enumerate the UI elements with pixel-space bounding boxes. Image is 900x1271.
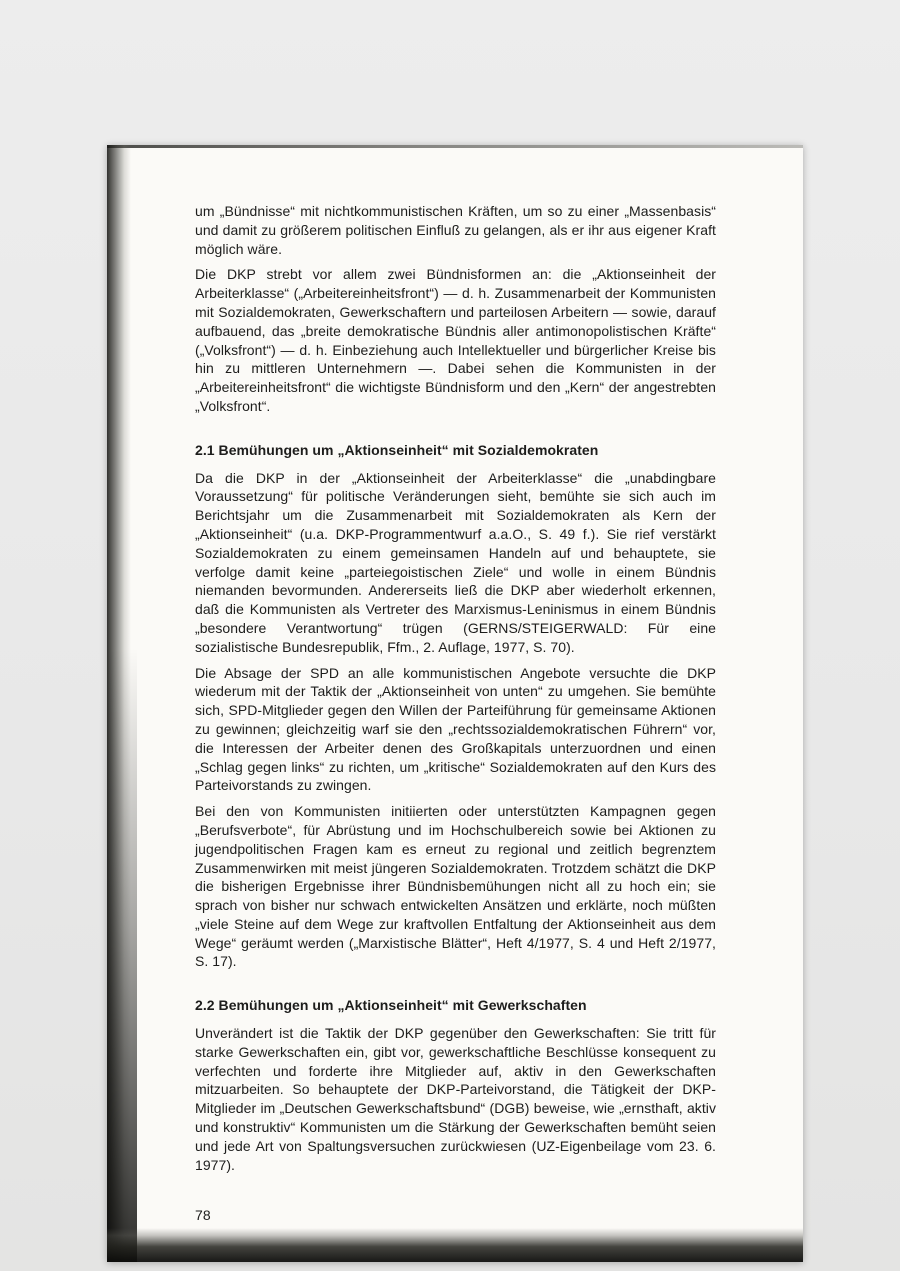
left-binding-shadow-lower	[107, 648, 137, 1262]
intro-paragraph-1: um „Bündnisse“ mit nichtkommunistischen Kräften, um so zu einer „Massenbasis“ und damit zu größerem politischen Einfluß zu gelangen, als er ihr aus eigener Kraft möglich wäre.	[195, 203, 716, 257]
section-2-1-paragraph-1: Da die DKP in der „Aktionseinheit der Arbeiterklasse“ die „unabdingbare Voraussetzung“ für politische Veränderungen sieht, bemühte sie sich auch im Berichtsjahr um die Zusammenarbeit mit Sozialdemokraten als Kern der „Aktionseinheit“ (u.a. DKP-Programmentwurf a.a.O., S. 49 f.). Sie rief verstärkt Sozialdemokraten zu einem gemeinsamen Handeln auf und behauptete, sie verfolge damit keine „parteiegoistischen Ziele“ und wolle in einem Bündnis niemanden bevormunden. Andererseits ließ die DKP aber wiederholt erkennen, daß die Kommunisten als Vertreter des Marxismus-Leninismus in einem Bündnis „besondere Verantwortung“ trügen (GERNS/STEIGERWALD: Für eine sozialistische Bundesrepublik, Ffm., 2. Auflage, 1977, S. 70).	[195, 469, 716, 655]
section-2-1-paragraph-3: Bei den von Kommunisten initiierten oder unterstützten Kampagnen gegen „Berufsverbote“, für Abrüstung und im Hochschulbereich sowie bei Aktionen zu jugendpolitischen Fragen kam es erneut zu regional und zeitlich begrenztem Zusammenwirken mit meist jüngeren Sozialdemokraten. Trotzdem schätzt die DKP die bisherigen Ergebnisse ihrer Bündnisbemühungen nicht all zu hoch ein; sie sprach von bisher nur schwach entwickelten Ansätzen und erklärte, noch müßten „viele Steine auf dem Wege zur kraftvollen Entfaltung der Aktionseinheit aus dem Wege“ geräumt werden („Marxistische Blätter“, Heft 4/1977, S. 4 und Heft 2/1977, S. 17).	[195, 803, 716, 970]
page-bottom-scan-edge	[107, 1228, 803, 1262]
text-block	[195, 202, 716, 1225]
page-number: 78	[195, 1207, 211, 1224]
section-2-2-paragraph-1: Unverändert ist die Taktik der DKP gegenüber den Gewerkschaften: Sie tritt für starke Gewerkschaften ein, gibt vor, gewerkschaftliche Beschlüsse konsequent zu verfechten und forderte ihre Mitglieder auf, aktiv in den Gewerkschaften mitzuarbeiten. So behauptete der DKP-Parteivorstand, die Tätigkeit der DKP-Mitglieder im „Deutschen Gewerkschaftsbund“ (DGB) beweise, wie „ernsthaft, aktiv und konstruktiv“ Kommunisten um die Stärkung der Gewerkschaften bemüht seien und jede Art von Spaltungsversuchen zurückwiesen (UZ-Eigenbeilage vom 23. 6. 1977).	[195, 1025, 716, 1173]
page-top-scan-edge	[107, 145, 803, 148]
section-heading-2-1: 2.1 Bemühungen um „Aktionseinheit“ mit Sozialdemokraten	[195, 441, 599, 458]
document-page	[107, 145, 803, 1262]
section-heading-2-2: 2.2 Bemühungen um „Aktionseinheit“ mit Gewerkschaften	[195, 997, 587, 1014]
section-2-1-paragraph-2: Die Absage der SPD an alle kommunistischen Angebote versuchte die DKP wiederum mit der Taktik der „Aktionseinheit von unten“ zu umgehen. Sie bemühte sich, SPD-Mitglieder gegen den Willen der Parteiführung für gemeinsame Aktionen zu gewinnen; gleichzeitig warf sie den „rechtssozialdemokratischen Führern“ vor, die Interessen der Arbeiter denen des Großkapitals unterzuordnen und einen „Schlag gegen links“ zu richten, um „kritische“ Sozialdemokraten auf den Kurs des Parteivorstands zu zwingen.	[195, 664, 716, 794]
intro-paragraph-2: Die DKP strebt vor allem zwei Bündnisformen an: die „Aktionseinheit der Arbeiterklasse“ („Arbeitereinheitsfront“) — d. h. Zusammenarbeit der Kommunisten mit Sozialdemokraten, Gewerkschaftern und parteilosen Arbeitern — sowie, darauf aufbauend, das „breite demokratische Bündnis aller antimonopolistischen Kräfte“ („Volksfront“) — d. h. Einbeziehung auch Intellektueller und bürgerlicher Kreise bis hin zu mittleren Unternehmern —. Dabei sehen die Kommunisten in der „Arbeitereinheitsfront“ die wichtigste Bündnisform und den „Kern“ der angestrebten „Volksfront“.	[195, 266, 716, 414]
